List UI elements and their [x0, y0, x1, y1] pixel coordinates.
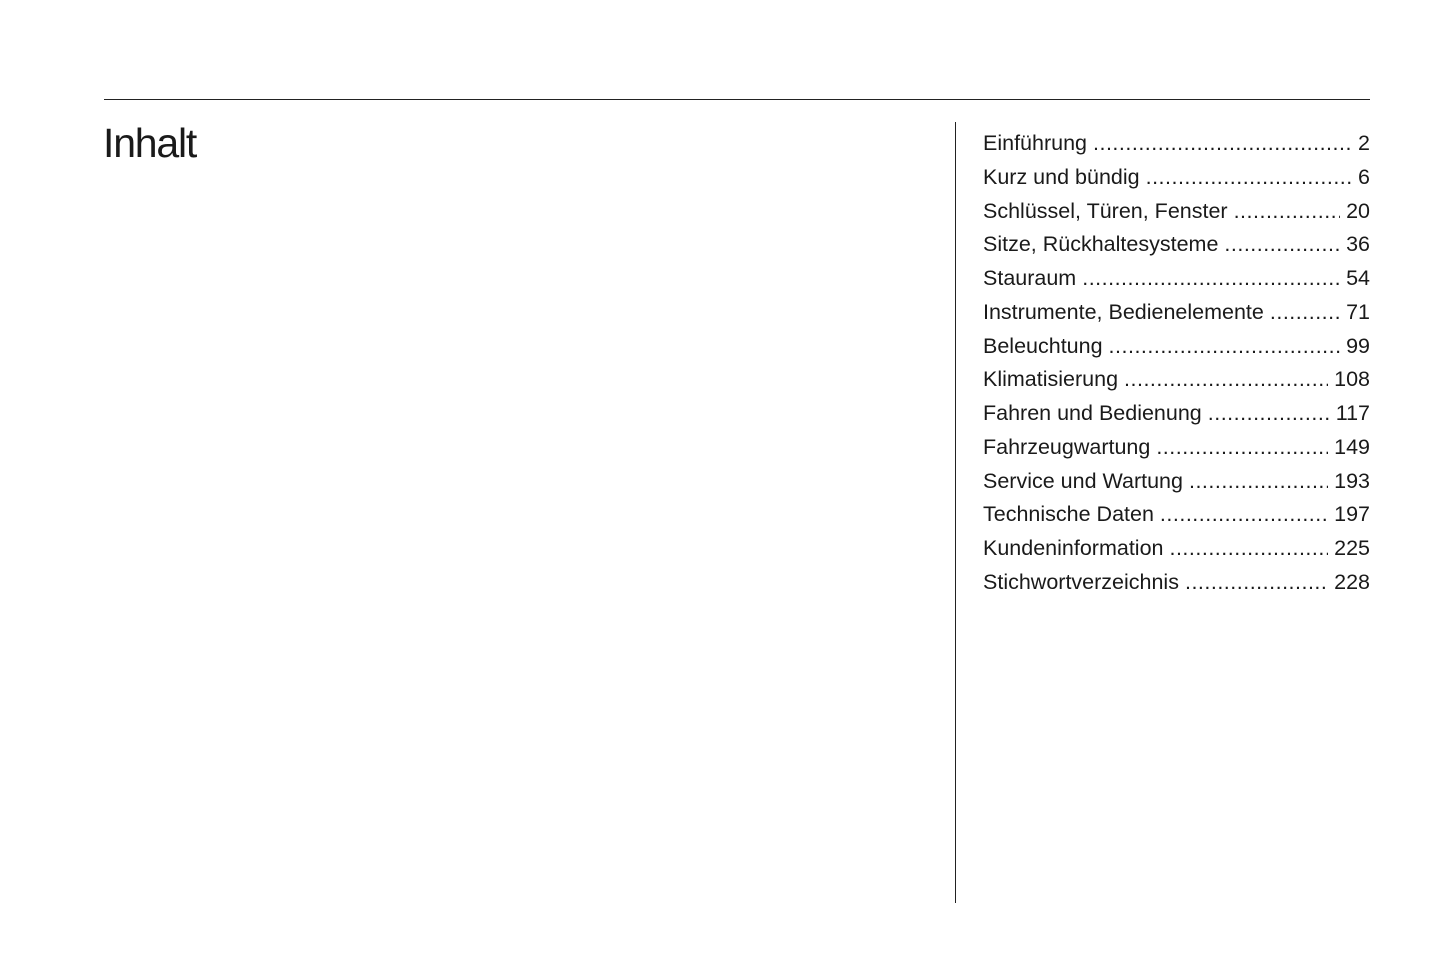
toc-entry-label: Stauraum [983, 266, 1077, 290]
toc-entry-label: Service und Wartung [983, 468, 1183, 493]
toc-entry-instrumente-bedienelemente[interactable] [983, 296, 1370, 330]
toc-entry-page: 71 [1346, 299, 1370, 324]
toc-entry-label: Stichwortverzeichnis [983, 569, 1179, 594]
toc-leader-dots [1124, 363, 1328, 397]
toc-entry-stichwortverzeichnis[interactable] [983, 566, 1370, 600]
toc-entry-einfuehrung[interactable] [983, 127, 1370, 161]
toc-leader-dots [1082, 262, 1340, 296]
toc-entry-label: Sitze, Rückhaltesysteme [983, 232, 1219, 257]
column-divider [955, 122, 956, 903]
toc-leader-dots [1270, 296, 1340, 330]
toc-entry-page: 20 [1346, 198, 1370, 223]
toc-entry-label: Beleuchtung [983, 333, 1103, 358]
toc-leader-dots [1224, 228, 1340, 262]
toc-leader-dots [1185, 566, 1328, 600]
toc-leader-dots [1160, 498, 1328, 532]
toc-leader-dots [1234, 195, 1341, 229]
toc-entry-page: 193 [1334, 468, 1370, 493]
toc-leader-dots [1109, 330, 1341, 364]
toc-leader-dots [1189, 465, 1328, 499]
toc-entry-page: 2 [1358, 131, 1370, 155]
toc-leader-dots [1093, 127, 1352, 161]
toc-leader-dots [1156, 431, 1328, 465]
toc-entry-page: 149 [1334, 434, 1370, 459]
toc-entry-page: 54 [1346, 266, 1370, 290]
toc-entry-page: 228 [1334, 569, 1370, 594]
toc-entry-label: Kurz und bündig [983, 164, 1140, 189]
toc-entry-page: 117 [1335, 401, 1370, 425]
toc-entry-beleuchtung[interactable] [983, 330, 1370, 364]
toc-entry-label: Schlüssel, Türen, Fenster [983, 198, 1228, 223]
top-rule [104, 99, 1370, 100]
toc-entry-label: Klimatisierung [983, 367, 1119, 392]
toc-entry-page: 36 [1346, 232, 1370, 257]
toc-entry-page: 197 [1334, 502, 1370, 527]
toc-entry-label: Instrumente, Bedienelemente [983, 299, 1264, 324]
toc-entry-technische-daten[interactable] [983, 498, 1370, 532]
toc-entry-kurz-und-buendig[interactable] [983, 161, 1370, 195]
toc-leader-dots [1169, 532, 1328, 566]
toc-entry-page: 108 [1334, 367, 1370, 392]
toc-entry-sitze-rueckhaltesysteme[interactable] [983, 228, 1370, 262]
toc-entry-fahren-und-bedienung[interactable] [983, 397, 1370, 431]
toc-entry-klimatisierung[interactable] [983, 363, 1370, 397]
page-title: Inhalt [103, 120, 197, 166]
toc-entry-label: Einführung [983, 131, 1087, 155]
toc-leader-dots [1208, 397, 1330, 431]
toc-entry-label: Kundeninformation [983, 536, 1164, 560]
toc-entry-page: 99 [1346, 333, 1370, 358]
toc-entry-kundeninformation[interactable] [983, 532, 1370, 566]
toc-leader-dots [1146, 161, 1352, 195]
toc-entry-page: 6 [1358, 164, 1370, 189]
toc-entry-page: 225 [1334, 536, 1370, 560]
toc-entry-stauraum[interactable] [983, 262, 1370, 296]
toc-entry-fahrzeugwartung[interactable] [983, 431, 1370, 465]
toc-entry-label: Fahren und Bedienung [983, 401, 1202, 425]
toc-entry-label: Fahrzeugwartung [983, 434, 1151, 459]
table-of-contents [983, 127, 1370, 600]
toc-entry-service-und-wartung[interactable] [983, 465, 1370, 499]
toc-entry-schluessel-tueren-fenster[interactable] [983, 195, 1370, 229]
toc-entry-label: Technische Daten [983, 502, 1154, 527]
